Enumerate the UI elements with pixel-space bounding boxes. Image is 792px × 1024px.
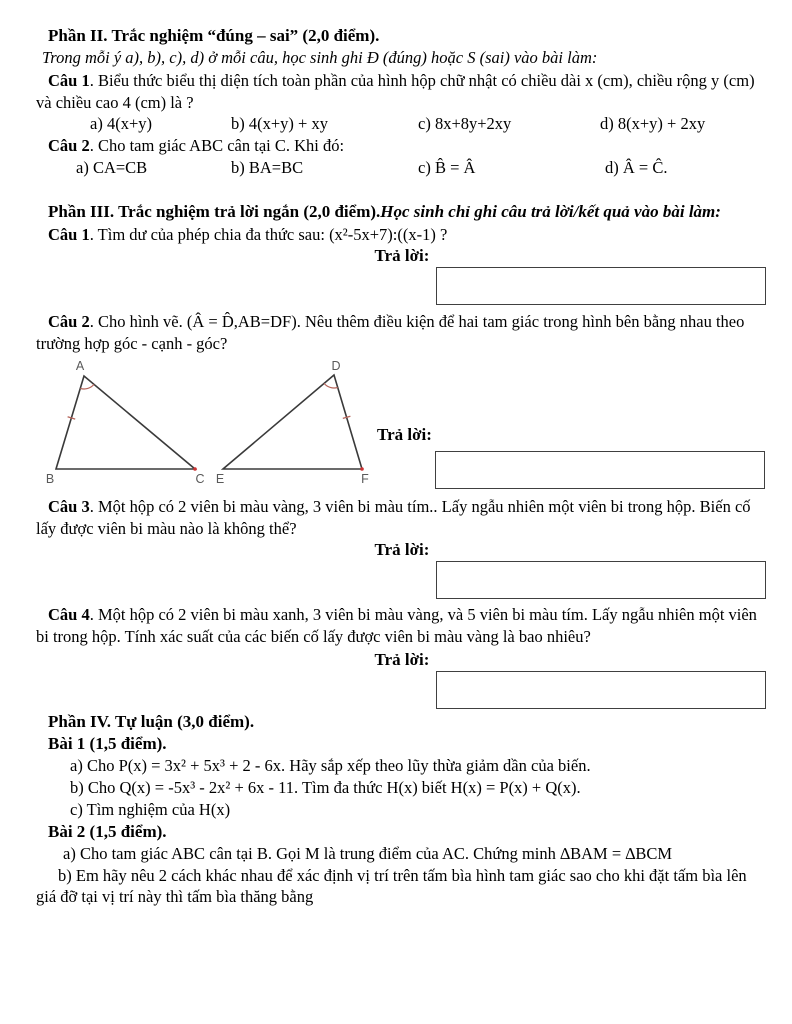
- part3-question-3: [36, 496, 768, 539]
- question-text: . Một hộp có 2 viên bi màu xanh, 3 viên bi màu vàng, và 5 viên bi màu tím. Lấy ngẫu nhiên một viên bi trong hộp. Tính xác suất của các biến cố lấy được viên bi màu vàng là bao nhiêu?: [36, 605, 757, 646]
- vertex-label-c: C: [195, 472, 205, 486]
- part4-heading: Phần IV. Tự luận (3,0 điểm).: [48, 712, 255, 731]
- option-a: a) CA=CB: [76, 157, 148, 177]
- bai1-heading: Bài 1 (1,5 điểm).: [48, 734, 167, 753]
- vertex-dot-c: [193, 467, 197, 471]
- bai2-heading: Bài 2 (1,5 điểm).: [48, 822, 167, 841]
- answer-box-1[interactable]: [436, 267, 766, 305]
- question-label: Câu 1: [48, 224, 90, 244]
- vertex-label-f: F: [361, 472, 369, 486]
- answer-box-4[interactable]: [436, 671, 766, 709]
- vertex-label-b: B: [45, 472, 55, 486]
- angle-arc-a: [80, 384, 94, 389]
- question-text: . Tìm dư của phép chia đa thức sau: (x²-5x+7):((x-1) ?: [89, 224, 448, 244]
- part3-heading-main: Phần III. Trắc nghiệm trả lời ngắn (2,0 điểm).: [48, 201, 381, 221]
- part2-q1-options: [36, 113, 768, 134]
- part3-question-4: [36, 604, 768, 647]
- option-d: d) 8(x+y) + 2xy: [600, 114, 706, 133]
- question-label: Câu 2: [48, 312, 90, 331]
- question-text: . Biểu thức biểu thị diện tích toàn phần của hình hộp chữ nhật có chiều dài x (cm), chiều rộng y (cm) và chiều cao 4 (cm) là ?: [36, 71, 755, 112]
- question-text: . Cho hình vẽ. (Â = D̂,AB=DF). Nêu thêm điều kiện để hai tam giác trong hình bên bằng nhau theo trường hợp góc - cạnh - góc?: [36, 312, 745, 353]
- question-label: Câu 2: [48, 136, 90, 155]
- bai1-item-a: a) Cho P(x) = 3x² + 5x³ + 2 - 6x. Hãy sắp xếp theo lũy thừa giảm dần của biến.: [70, 756, 591, 775]
- part3-question-1: [36, 224, 768, 246]
- question-label: Câu 3: [48, 497, 90, 516]
- bai2-item-a: a) Cho tam giác ABC cân tại B. Gọi M là trung điểm của AC. Chứng minh ∆BAM = ∆BCM: [63, 844, 673, 863]
- option-d: d) Â = Ĉ.: [605, 157, 668, 177]
- bai1-item-c: c) Tìm nghiệm của H(x): [70, 800, 231, 819]
- option-c: c) B̂ = Â: [418, 157, 476, 177]
- angle-arc-d: [324, 383, 338, 388]
- answer-box-2[interactable]: [435, 451, 765, 489]
- answer-label-3: Trả lời:: [374, 540, 430, 559]
- part2-instruction: Trong mỗi ý a), b), c), d) ở mỗi câu, học sinh ghi Đ (đúng) hoặc S (sai) vào bài làm:: [42, 48, 598, 67]
- part2-q2-options: [36, 157, 768, 178]
- vertex-label-a: A: [75, 359, 85, 373]
- option-b: b) 4(x+y) + xy: [231, 114, 328, 133]
- question-text: . Cho tam giác ABC cân tại C. Khi đó:: [89, 136, 345, 155]
- vertex-label-e: E: [215, 472, 225, 486]
- answer-label-1: Trả lời:: [374, 246, 430, 265]
- part2-question-1: [36, 70, 768, 113]
- vertex-dot-f: [360, 467, 364, 471]
- option-c: c) 8x+8y+2xy: [418, 114, 512, 133]
- question-label: Câu 1: [48, 71, 90, 90]
- question-text: . Một hộp có 2 viên bi màu vàng, 3 viên bi màu tím.. Lấy ngẫu nhiên một viên bi trong hộp. Biến cố lấy được viên bi màu nào là không thể?: [36, 497, 751, 538]
- bai2-item-b: b) Em hãy nêu 2 cách khác nhau để xác định vị trí trên tấm bìa hình tam giác sao cho khi đặt tấm bìa lên giá đỡ tại vị trí này thì tấm bìa thăng bằng: [36, 865, 747, 906]
- bai1-item-b: b) Cho Q(x) = -5x³ - 2x² + 6x - 11. Tìm đa thức H(x) biết H(x) = P(x) + Q(x).: [70, 778, 581, 797]
- answer-box-3[interactable]: [436, 561, 766, 599]
- triangle-abc: [56, 376, 195, 469]
- part2-question-2: [36, 135, 768, 157]
- vertex-label-d: D: [331, 359, 341, 373]
- triangles-figure: [36, 359, 768, 491]
- part3-question-2: [36, 311, 768, 354]
- part3-heading: [48, 201, 768, 223]
- option-a: a) 4(x+y): [90, 114, 152, 133]
- answer-label-4: Trả lời:: [374, 650, 430, 669]
- part2-heading: Phần II. Trắc nghiệm “đúng – sai” (2,0 điểm).: [48, 26, 380, 45]
- question-label: Câu 4: [48, 605, 90, 624]
- option-b: b) BA=BC: [231, 157, 304, 177]
- triangle-def: [223, 375, 362, 469]
- answer-label-2: Trả lời:: [377, 425, 432, 444]
- part3-heading-note: Học sinh chỉ ghi câu trả lời/kết quả vào bài làm:: [380, 201, 721, 221]
